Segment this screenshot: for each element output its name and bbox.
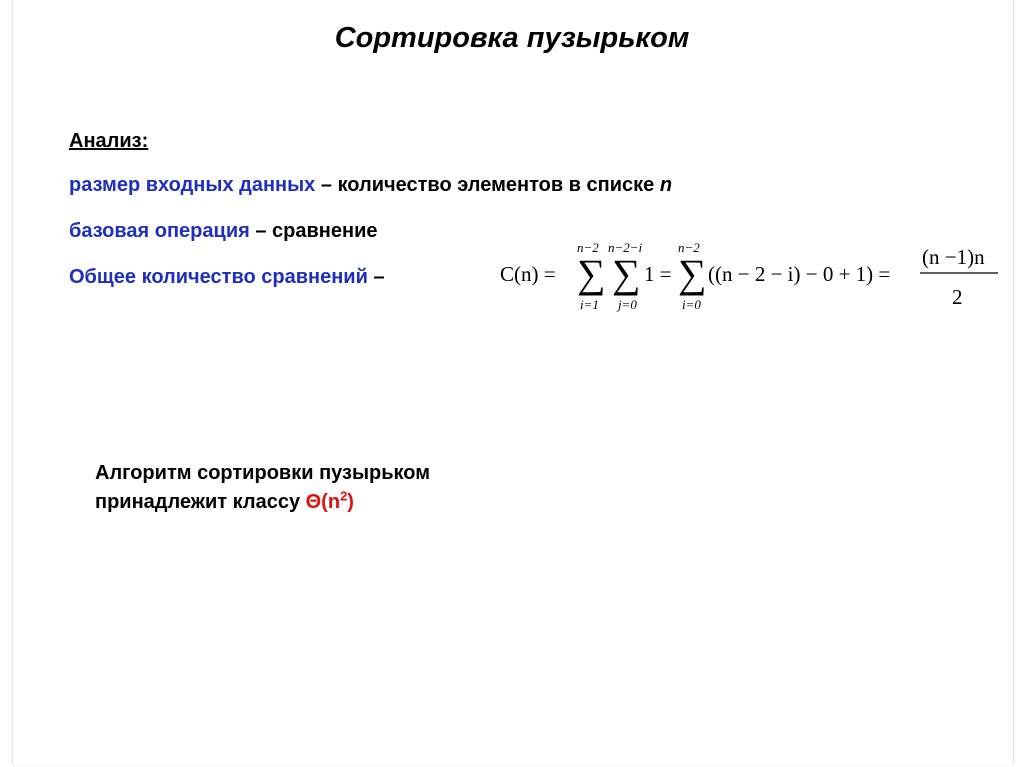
sum2-upper: n−2−i — [608, 240, 643, 255]
total-dash: – — [367, 266, 385, 288]
conclusion-text: принадлежит классу — [95, 491, 306, 513]
input-size-var: n — [659, 174, 673, 196]
formula-lhs: C(n) = — [500, 262, 556, 286]
sum2-lower: j=0 — [618, 297, 637, 312]
analysis-heading: Анализ: — [69, 130, 149, 152]
theta-notation — [305, 488, 354, 513]
sum3-upper: n−2 — [678, 240, 700, 255]
input-size-term: размер входных данных — [69, 174, 316, 196]
fraction-numerator: (n −1)n — [922, 245, 985, 269]
formula-body: ((n − 2 − i) − 0 + 1) = — [708, 262, 891, 286]
base-op-desc: сравнение — [272, 220, 378, 242]
total-line — [69, 266, 385, 289]
theta-open: Θ(n — [305, 491, 341, 513]
input-size-line — [69, 174, 672, 197]
input-size-dash: – — [315, 174, 338, 196]
base-op-line — [69, 220, 378, 243]
conclusion-line2 — [95, 488, 430, 517]
sum1-upper: n−2 — [577, 240, 599, 255]
sum3-lower: i=0 — [682, 297, 701, 312]
comparison-formula — [498, 236, 1018, 322]
total-term: Общее количество сравнений — [69, 266, 368, 288]
fraction-denominator: 2 — [952, 285, 963, 309]
formula-one: 1 = — [644, 262, 672, 286]
base-op-term: базовая операция — [69, 220, 250, 242]
base-op-dash: – — [249, 220, 273, 242]
sum3-sigma: ∑ — [678, 251, 707, 296]
sum1-lower: i=1 — [580, 297, 599, 312]
conclusion — [95, 459, 430, 517]
theta-close: ) — [347, 491, 354, 513]
input-size-desc: количество элементов в списке — [337, 174, 660, 196]
slide — [12, 0, 1014, 765]
page-title: Сортировка пузырьком — [334, 22, 690, 54]
sum2-sigma: ∑ — [612, 251, 641, 296]
sum1-sigma: ∑ — [577, 251, 606, 296]
conclusion-line1: Алгоритм сортировки пузырьком — [95, 462, 431, 484]
theta-exponent: 2 — [340, 488, 348, 504]
